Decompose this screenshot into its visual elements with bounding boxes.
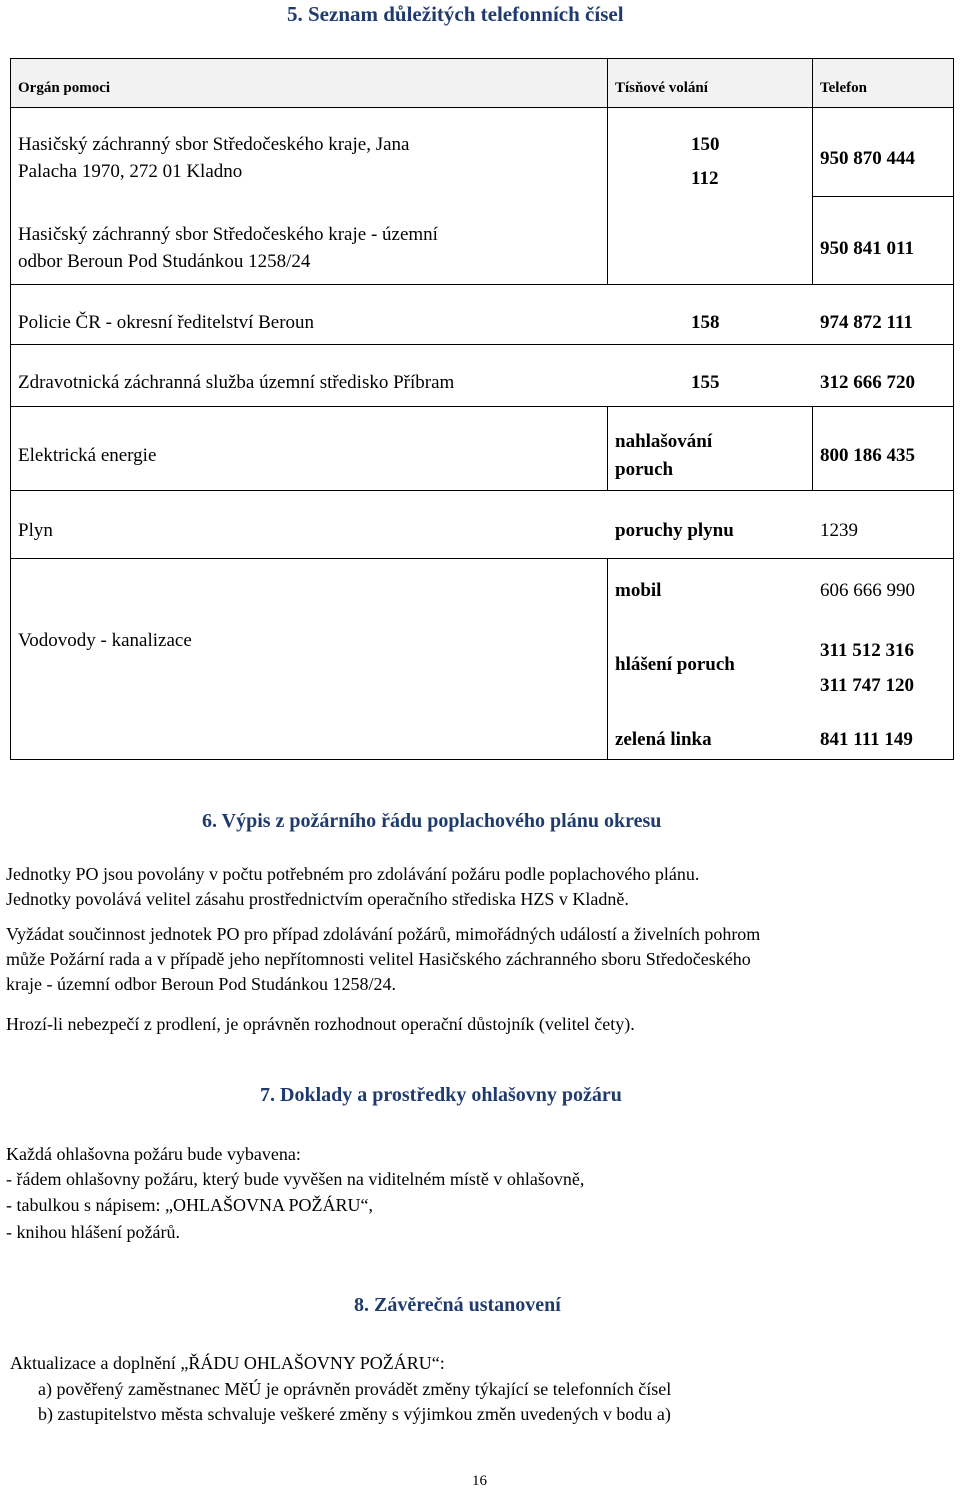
org-hzs-beroun-line1: Hasičský záchranný sbor Středočeského kraje - územní: [18, 224, 438, 245]
org-hzs-beroun-line2: odbor Beroun Pod Studánkou 1258/24: [18, 251, 311, 272]
page-number: 16: [472, 1473, 487, 1489]
row-divider: [10, 558, 954, 559]
col-divider: [607, 558, 608, 760]
phone-zzs: 312 666 720: [820, 372, 915, 393]
section6-p1-line1: Jednotky PO jsou povolány v počtu potřebném pro zdolávání požáru podle poplachového plánu.: [6, 864, 700, 884]
section8-intro: Aktualizace a doplnění „ŘÁDU OHLAŠOVNY POŽÁRU“:: [10, 1353, 445, 1373]
section6-p3: Hrozí-li nebezpečí z prodlení, je oprávněn rozhodnout operační důstojník (velitel čety).: [6, 1014, 635, 1034]
vodovody-hlaseni-phone2: 311 747 120: [820, 675, 914, 696]
section7-title: 7. Doklady a prostředky ohlašovny požáru: [260, 1084, 622, 1106]
emergency-elektrina-line2: poruch: [615, 459, 674, 480]
phone-plyn: 1239: [820, 520, 858, 541]
col-divider: [607, 58, 608, 107]
section7-item-1: - řádem ohlašovny požáru, který bude vyvěšen na viditelném místě v ohlašovně,: [6, 1169, 585, 1189]
section6-title: 6. Výpis z požárního řádu poplachového plánu okresu: [202, 810, 662, 832]
section7-item-2: - tabulkou s nápisem: „OHLAŠOVNA POŽÁRU“,: [6, 1195, 373, 1215]
col-divider: [607, 406, 608, 490]
section6-p2-line3: kraje - územní odbor Beroun Pod Studánkou 1258/24.: [6, 974, 396, 994]
vodovody-zelena-phone: 841 111 149: [820, 729, 913, 750]
org-plyn: Plyn: [18, 520, 53, 541]
row-divider: [10, 406, 954, 407]
vodovody-hlaseni-phone1: 311 512 316: [820, 640, 914, 661]
row-divider: [10, 490, 954, 491]
row-divider: [812, 196, 954, 197]
section5-title: 5. Seznam důležitých telefonních čísel: [287, 2, 624, 26]
section8-item-a: a) pověřený zaměstnanec MěÚ je oprávněn provádět změny týkající se telefonních čísel: [38, 1379, 672, 1399]
section6-p1-line2: Jednotky povolává velitel zásahu prostřednictvím operačního střediska HZS v Kladně.: [6, 889, 629, 909]
col-divider: [812, 406, 813, 490]
section8-title: 8. Závěrečná ustanovení: [354, 1294, 561, 1316]
col-divider: [812, 58, 813, 107]
phone-elektrina: 800 186 435: [820, 445, 915, 466]
header-emergency: Tísňové volání: [615, 80, 708, 96]
vodovody-mobil-label: mobil: [615, 580, 662, 601]
org-vodovody: Vodovody - kanalizace: [18, 630, 192, 651]
emergency-elektrina-line1: nahlašování: [615, 431, 713, 452]
vodovody-hlaseni-label: hlášení poruch: [615, 654, 735, 675]
row-divider: [10, 107, 954, 108]
row-divider: [10, 344, 954, 345]
section7-intro: Každá ohlašovna požáru bude vybavena:: [6, 1144, 301, 1164]
org-hzs-kladno-line1: Hasičský záchranný sbor Středočeského kraje, Jana: [18, 134, 410, 155]
col-divider: [607, 107, 608, 284]
emergency-plyn: poruchy plynu: [615, 520, 734, 541]
emergency-150: 150: [691, 134, 720, 155]
header-organ: Orgán pomoci: [18, 80, 111, 96]
row-divider: [10, 284, 954, 285]
org-policie: Policie ČR - okresní ředitelství Beroun: [18, 312, 315, 333]
vodovody-mobil-phone: 606 666 990: [820, 580, 915, 601]
vodovody-zelena-label: zelená linka: [615, 729, 712, 750]
phone-hzs-kladno: 950 870 444: [820, 148, 915, 169]
emergency-155: 155: [691, 372, 720, 393]
phone-policie: 974 872 111: [820, 312, 913, 333]
org-zzs: Zdravotnická záchranná služba územní středisko Příbram: [18, 372, 455, 393]
section7-item-3: - knihou hlášení požárů.: [6, 1222, 180, 1242]
emergency-112: 112: [691, 168, 719, 189]
phone-hzs-beroun: 950 841 011: [820, 238, 914, 259]
header-phone: Telefon: [820, 80, 867, 96]
section6-p2-line2: může Požární rada a v případě jeho nepřítomnosti velitel Hasičského záchranného sboru Středočeského: [6, 949, 751, 969]
org-hzs-kladno-line2: Palacha 1970, 272 01 Kladno: [18, 161, 243, 182]
emergency-158: 158: [691, 312, 720, 333]
org-elektrina: Elektrická energie: [18, 445, 157, 466]
section6-p2-line1: Vyžádat součinnost jednotek PO pro případ zdolávání požárů, mimořádných událostí a živelních pohrom: [6, 924, 761, 944]
section8-item-b: b) zastupitelstvo města schvaluje veškeré změny s výjimkou změn uvedených v bodu a): [38, 1404, 671, 1424]
